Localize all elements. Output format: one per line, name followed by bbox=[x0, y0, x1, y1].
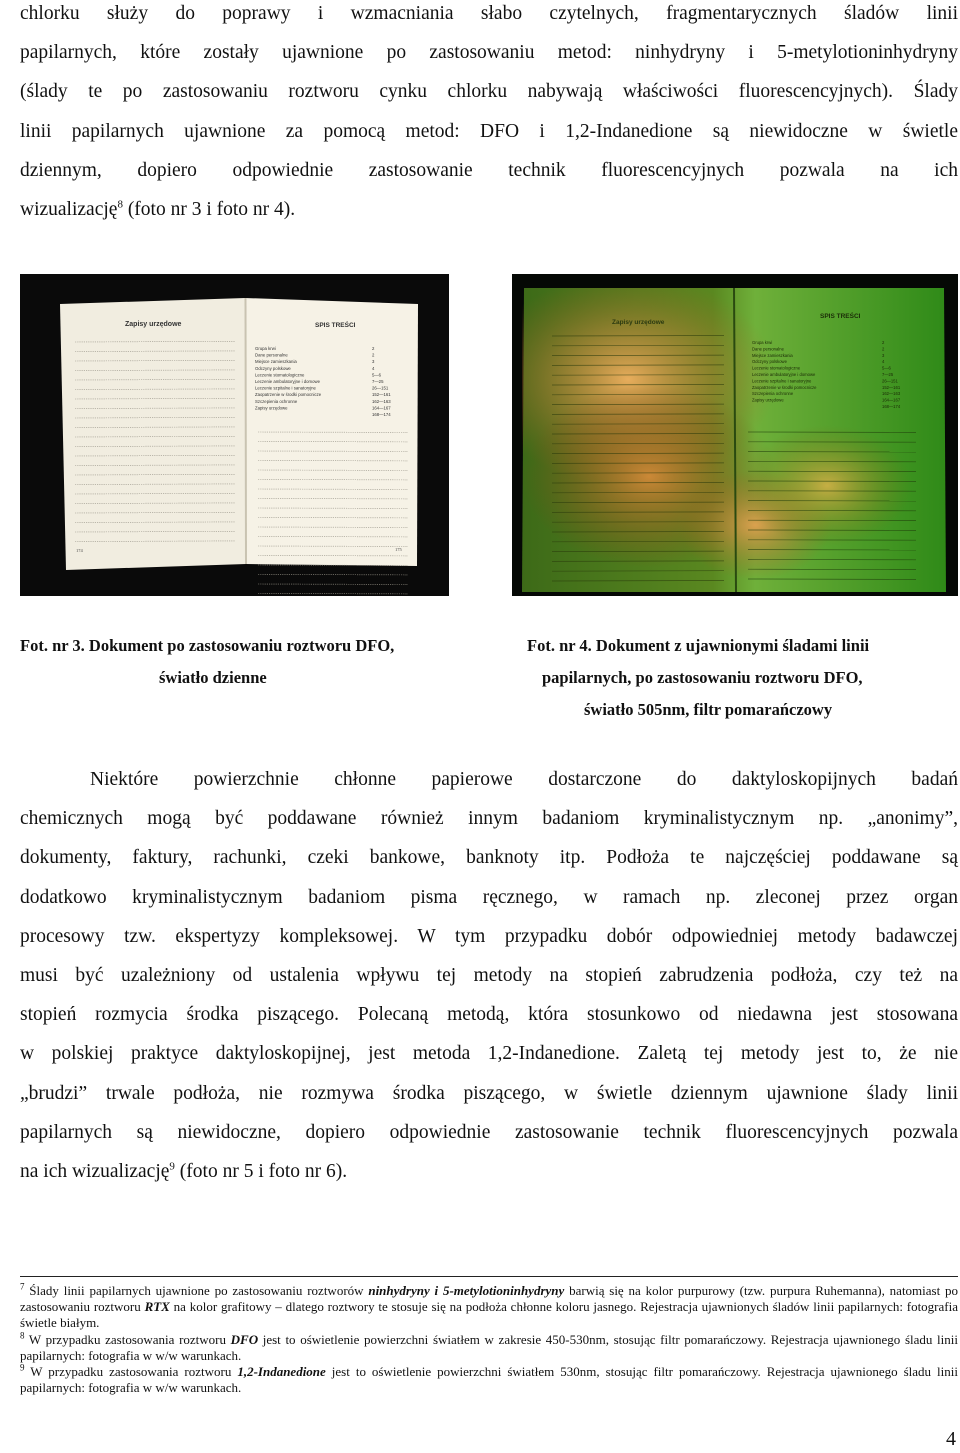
right-page-number: 175 bbox=[395, 547, 402, 552]
ruled-line bbox=[552, 473, 724, 474]
text-line: dodatkowo kryminalistycznym badaniom pisma ręcznego, w ramach np. zleconej przez organ bbox=[20, 886, 958, 908]
ruled-line bbox=[552, 385, 724, 386]
text-line: chlorku służy do poprawy i wzmacniania słabo czytelnych, fragmentarycznych śladów linii bbox=[20, 3, 958, 24]
ruled-line bbox=[552, 492, 724, 493]
text-line-last bbox=[20, 190, 958, 229]
toc-entry-page: 2 bbox=[372, 346, 375, 351]
toc-entry-label: Miejsce zamieszkania bbox=[255, 359, 297, 365]
footnote-text: jest to oświetlenie powierzchni światłem w zakresie 450-530nm, stosując filtr pomarańczowy. Rejestracja ujawnionego śladu linii papilarnych: fotografia w w/w warunkach. bbox=[20, 1331, 958, 1363]
caption-line: światło 505nm, filtr pomarańczowy bbox=[584, 700, 833, 719]
text-line: (ślady te po zastosowaniu roztworu cynku chlorku nabywają właściwości fluorescencyjnych). Ślady bbox=[20, 81, 958, 103]
ruled-line bbox=[552, 532, 724, 533]
footnotes bbox=[20, 1283, 958, 1396]
toc-entry-label: Leczenie ambulatoryjne i domowe bbox=[255, 379, 320, 384]
toc-entry-page: 168—174 bbox=[372, 412, 391, 417]
toc-entry-label: Leczenie szpitalne i sanatoryjne bbox=[255, 385, 316, 391]
footnote-text: Ślady linii papilarnych ujawnione po zastosowaniu roztworów bbox=[24, 1283, 369, 1298]
toc-entry-page: 4 bbox=[372, 365, 375, 371]
toc-entry-label: Szczepienia ochronne bbox=[752, 391, 794, 397]
text-line: chemicznych mogą być poddawane również innym badaniom kryminalistycznym np. „anonimy”, bbox=[20, 808, 958, 830]
toc-entry-page: 162—163 bbox=[372, 398, 391, 404]
toc-entry-label: Zapisy urzędowe bbox=[255, 405, 288, 411]
toc-entry-page: 4 bbox=[882, 359, 885, 365]
ruled-line bbox=[552, 541, 724, 542]
footnote-emphasis: 1,2-Indanedione bbox=[237, 1364, 326, 1380]
ruled-line bbox=[552, 453, 724, 454]
footnote-7 bbox=[20, 1283, 958, 1332]
footnote-number: 9 bbox=[20, 1362, 25, 1373]
ruled-line bbox=[552, 522, 724, 523]
ruled-line bbox=[552, 414, 724, 415]
ruled-line bbox=[552, 434, 724, 435]
text-fragment: wizualizację bbox=[20, 198, 118, 220]
page-number: 4 bbox=[946, 1428, 956, 1450]
text-line-last bbox=[20, 1152, 958, 1191]
toc-entry-label: Leczenie stomatologiczne bbox=[255, 372, 305, 378]
toc-entry-label: Grupa krwi bbox=[752, 340, 773, 345]
ruled-line bbox=[552, 404, 724, 405]
toc-entry-label: Dane personalne bbox=[752, 346, 784, 352]
toc-entry-page: 26—151 bbox=[372, 385, 389, 391]
toc-entry-label: Leczenie szpitalne i sanatoryjne bbox=[752, 378, 812, 384]
toc-entry-page: 7—25 bbox=[882, 372, 894, 377]
text-line: dokumenty, faktury, rachunki, czeki bankowe, banknoty itp. Podłoża te najczęściej poddawane są bbox=[20, 847, 958, 869]
toc-entry-label: Odczyny polskowe bbox=[752, 359, 787, 365]
toc-entry-label: Leczenie stomatologiczne bbox=[752, 365, 801, 371]
toc-entry-page: 7—25 bbox=[372, 379, 384, 384]
photo-4-fluorescent-document bbox=[512, 274, 958, 596]
footnote-8 bbox=[20, 1332, 958, 1364]
footnote-text: na kolor grafitowy – dlatego roztwory te stosuje się na podłoża chłonne koloru jasnego. Rejestracja ujawnionych śladów linii papilarnych: fotografia świetle białym. bbox=[20, 1299, 958, 1331]
photo-3-daylight-document bbox=[20, 274, 449, 596]
text-line: „brudzi” trwale podłoża, nie rozmywa środka piszącego, w świetle dziennym ujawnione ślady linii bbox=[20, 1082, 958, 1104]
footnote-ref-8[interactable]: 8 bbox=[117, 198, 123, 211]
text-line: papilarnych są niewidoczne, dopiero odpowiednie zastosowanie technik fluorescencyjnych pozwala bbox=[20, 1121, 958, 1143]
footnote-number: 7 bbox=[20, 1281, 25, 1292]
caption-photo-4 bbox=[527, 630, 957, 726]
footnote-text: jest to oświetlenie powierzchni światłem 530nm, stosując filtr pomarańczowy. Rejestracja ujawnionego śladu linii papilarnych: fotografia w w/w warunkach. bbox=[20, 1364, 958, 1396]
footnote-emphasis: ninhydryny i 5-metylotioninhydryny bbox=[368, 1283, 565, 1298]
right-page-title: SPIS TREŚCI bbox=[315, 322, 356, 329]
caption-line: papilarnych, po zastosowaniu roztworu DFO, bbox=[542, 668, 863, 687]
toc-entry-page: 152—161 bbox=[882, 384, 901, 390]
toc-entry-page: 5—6 bbox=[882, 365, 891, 371]
ruled-line bbox=[552, 483, 724, 484]
left-page-title: Zapisy urzędowe bbox=[125, 321, 182, 328]
toc-entry-label: Dane personalne bbox=[255, 352, 288, 358]
toc-entry-page: 2 bbox=[372, 352, 375, 358]
text-line: linii papilarnych ujawnione za pomocą metod: DFO i 1,2-Indanedione są niewidoczne w świetle bbox=[20, 120, 958, 142]
footnote-9 bbox=[20, 1364, 958, 1396]
toc-entry-label: Grupa krwi bbox=[255, 346, 276, 351]
caption-line: Fot. nr 3. Dokument po zastosowaniu roztworu DFO, bbox=[20, 636, 395, 655]
toc-entry-page: 162—163 bbox=[882, 391, 901, 397]
text-line: musi być uzależniony od ustalenia wpływu tej metody na stopień zabrudzenia podłoża, czy też na bbox=[20, 964, 958, 986]
ruled-line bbox=[552, 365, 724, 366]
footnote-text: W przypadku zastosowania roztworu bbox=[24, 1331, 231, 1347]
toc-entry-page: 2 bbox=[882, 346, 885, 352]
text-line: papilarnych, które zostały ujawnione po zastosowaniu metod: ninhydryny i 5-metylotioninhydryny bbox=[20, 42, 958, 64]
left-page-title: Zapisy urzędowe bbox=[612, 319, 665, 326]
text-line: Niektóre powierzchnie chłonne papierowe dostarczone do daktyloskopijnych badań bbox=[90, 769, 958, 790]
toc-entry-label: Miejsce zamieszkania bbox=[752, 352, 793, 358]
caption-line: Fot. nr 4. Dokument z ujawnionymi śladami linii bbox=[527, 636, 870, 655]
toc-entry-label: Szczepienia ochronne bbox=[255, 398, 298, 404]
footnote-text: barwią się na kolor purpurowy (tzw. purpura Ruhemanna), natomiast po zastosowaniu roztworu bbox=[20, 1283, 959, 1315]
toc-entry-label: Zapisy urzędowe bbox=[752, 397, 784, 403]
toc-entry-label: Zaopatrzenie w środki pomocnicze bbox=[752, 384, 817, 390]
toc-entry-page: 164—167 bbox=[882, 397, 901, 403]
ruled-line bbox=[552, 571, 724, 572]
toc-entry-page: 164—167 bbox=[372, 405, 391, 411]
photo-4-image bbox=[512, 274, 958, 596]
ruled-line bbox=[552, 581, 724, 582]
left-page-number: 174 bbox=[76, 548, 83, 553]
toc-entry-page: 3 bbox=[372, 359, 375, 365]
ruled-line bbox=[552, 336, 724, 337]
footnote-separator bbox=[20, 1276, 958, 1277]
toc-entry-page: 2 bbox=[882, 340, 885, 345]
toc-entry-page: 5—6 bbox=[372, 372, 382, 378]
photo-3-image bbox=[20, 274, 449, 596]
footnote-emphasis: RTX bbox=[144, 1299, 170, 1315]
caption-line: światło dzienne bbox=[159, 668, 267, 687]
toc-entry-label: Leczenie ambulatoryjne i domowe bbox=[752, 372, 816, 377]
toc-entry-page: 26—151 bbox=[882, 378, 898, 384]
top-paragraph bbox=[20, 0, 958, 229]
toc-entry-page: 152—161 bbox=[372, 392, 391, 398]
right-page-title: SPIS TREŚCI bbox=[820, 313, 861, 320]
ruled-line bbox=[552, 355, 724, 356]
ruled-line bbox=[552, 443, 724, 444]
footnote-number: 8 bbox=[20, 1330, 25, 1341]
footnote-text: W przypadku zastosowania roztworu bbox=[24, 1364, 238, 1380]
toc-entry-page: 3 bbox=[882, 352, 885, 358]
toc-entry-label: Zaopatrzenie w środki pomocnicze bbox=[255, 392, 322, 398]
body-paragraph bbox=[20, 760, 958, 1191]
text-line: dziennym, dopiero odpowiednie zastosowanie technik fluorescencyjnych pozwala na ich bbox=[20, 159, 958, 181]
text-line: stopień rozmycia środka piszącego. Polecaną metodą, która stosunkowo od niedawna jest stosowana bbox=[20, 1004, 958, 1026]
ruled-line bbox=[552, 424, 724, 425]
caption-photo-3 bbox=[20, 630, 450, 694]
text-fragment: (foto nr 5 i foto nr 6). bbox=[174, 1160, 348, 1182]
ruled-line bbox=[552, 463, 724, 464]
text-line: procesowy tzw. ekspertyzy kompleksowej. W tym przypadku dobór odpowiedniej metody badawczej bbox=[20, 925, 958, 947]
text-line: w polskiej praktyce daktyloskopijnej, jest metoda 1,2-Indanedione. Zaletą tej metody jest to, że nie bbox=[20, 1043, 958, 1065]
text-fragment: na ich wizualizację bbox=[20, 1160, 170, 1182]
toc-entry-label: Odczyny polskowe bbox=[255, 365, 291, 371]
text-fragment: (foto nr 3 i foto nr 4). bbox=[122, 198, 296, 220]
footnote-ref-9[interactable]: 9 bbox=[169, 1160, 175, 1173]
ruled-line bbox=[552, 502, 724, 503]
toc-entry-page: 168—174 bbox=[882, 404, 901, 409]
footnote-emphasis: DFO bbox=[230, 1331, 259, 1347]
